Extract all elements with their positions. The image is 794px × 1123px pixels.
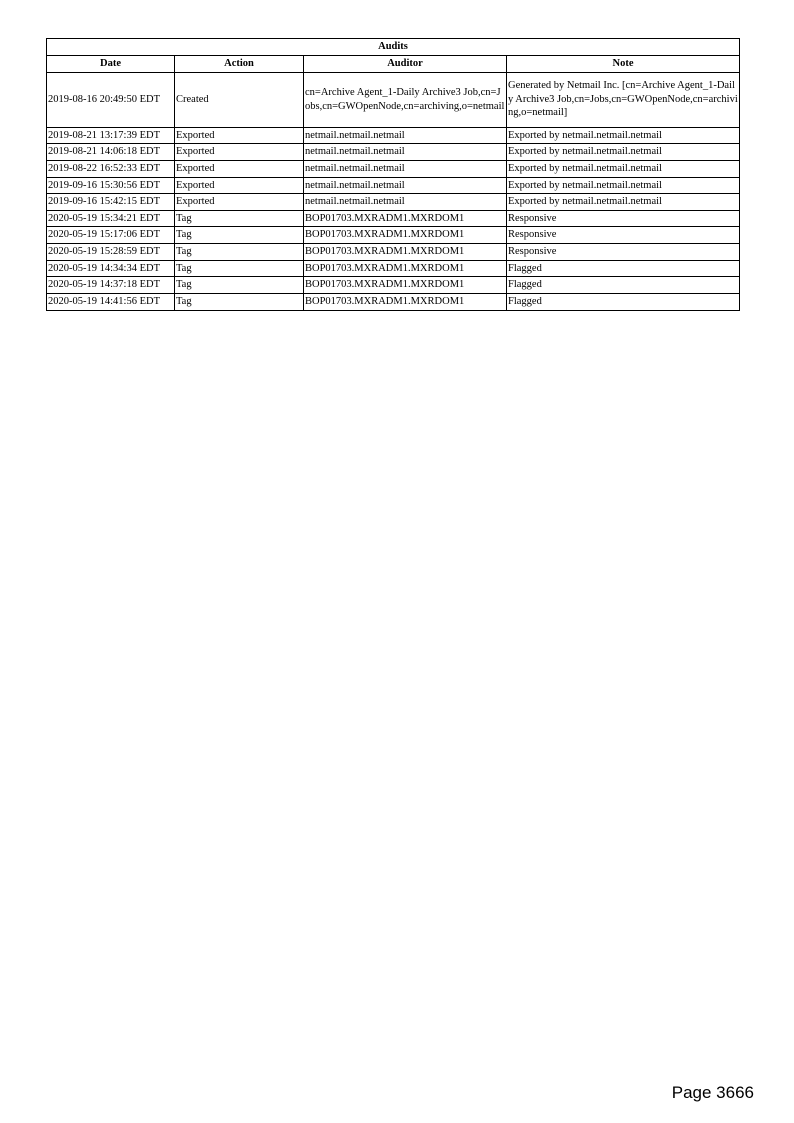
table-row (47, 260, 740, 277)
cell-date: 2020-05-19 15:34:21 EDT (47, 210, 175, 227)
table-row (47, 160, 740, 177)
table-title-row (47, 39, 740, 56)
cell-auditor: netmail.netmail.netmail (304, 194, 507, 211)
table-row (47, 277, 740, 294)
cell-date: 2020-05-19 15:28:59 EDT (47, 244, 175, 261)
cell-auditor: cn=Archive Agent_1-Daily Archive3 Job,cn=Jobs,cn=GWOpenNode,cn=archiving,o=netmail (304, 72, 507, 127)
cell-auditor: netmail.netmail.netmail (304, 144, 507, 161)
cell-note: Exported by netmail.netmail.netmail (507, 160, 740, 177)
cell-date: 2020-05-19 14:37:18 EDT (47, 277, 175, 294)
cell-action: Tag (175, 277, 304, 294)
cell-action: Tag (175, 260, 304, 277)
cell-auditor: BOP01703.MXRADM1.MXRDOM1 (304, 277, 507, 294)
cell-date: 2019-08-22 16:52:33 EDT (47, 160, 175, 177)
cell-date: 2020-05-19 14:41:56 EDT (47, 294, 175, 311)
cell-auditor: netmail.netmail.netmail (304, 160, 507, 177)
cell-date: 2019-09-16 15:30:56 EDT (47, 177, 175, 194)
cell-action: Exported (175, 194, 304, 211)
table-header-row (47, 56, 740, 73)
cell-auditor: BOP01703.MXRADM1.MXRDOM1 (304, 210, 507, 227)
table-row (47, 177, 740, 194)
table-row (47, 244, 740, 261)
audits-table (46, 38, 740, 311)
cell-note: Exported by netmail.netmail.netmail (507, 127, 740, 144)
cell-date: 2019-08-21 14:06:18 EDT (47, 144, 175, 161)
cell-action: Tag (175, 294, 304, 311)
cell-action: Exported (175, 160, 304, 177)
cell-auditor: BOP01703.MXRADM1.MXRDOM1 (304, 260, 507, 277)
cell-note: Exported by netmail.netmail.netmail (507, 144, 740, 161)
cell-note: Flagged (507, 277, 740, 294)
cell-action: Tag (175, 244, 304, 261)
cell-note: Responsive (507, 227, 740, 244)
cell-action: Exported (175, 177, 304, 194)
cell-action: Created (175, 72, 304, 127)
cell-date: 2020-05-19 14:34:34 EDT (47, 260, 175, 277)
cell-note: Flagged (507, 294, 740, 311)
table-title: Audits (47, 39, 740, 56)
cell-auditor: netmail.netmail.netmail (304, 127, 507, 144)
table-row (47, 210, 740, 227)
cell-auditor: BOP01703.MXRADM1.MXRDOM1 (304, 294, 507, 311)
cell-date: 2019-09-16 15:42:15 EDT (47, 194, 175, 211)
cell-note: Generated by Netmail Inc. [cn=Archive Agent_1-Daily Archive3 Job,cn=Jobs,cn=GWOpenNode,cn=archiving,o=netmail] (507, 72, 740, 127)
cell-date: 2019-08-21 13:17:39 EDT (47, 127, 175, 144)
cell-note: Responsive (507, 244, 740, 261)
cell-auditor: BOP01703.MXRADM1.MXRDOM1 (304, 227, 507, 244)
table-row (47, 227, 740, 244)
cell-auditor: BOP01703.MXRADM1.MXRDOM1 (304, 244, 507, 261)
table-row (47, 194, 740, 211)
column-header-action: Action (175, 56, 304, 73)
table-row (47, 127, 740, 144)
column-header-auditor: Auditor (304, 56, 507, 73)
cell-action: Tag (175, 210, 304, 227)
column-header-date: Date (47, 56, 175, 73)
cell-note: Flagged (507, 260, 740, 277)
cell-auditor: netmail.netmail.netmail (304, 177, 507, 194)
page-number: Page 3666 (671, 1083, 754, 1102)
table-body (47, 72, 740, 310)
column-header-note: Note (507, 56, 740, 73)
cell-date: 2019-08-16 20:49:50 EDT (47, 72, 175, 127)
cell-action: Tag (175, 227, 304, 244)
table-row (47, 144, 740, 161)
cell-action: Exported (175, 127, 304, 144)
table-row (47, 294, 740, 311)
cell-note: Exported by netmail.netmail.netmail (507, 177, 740, 194)
cell-date: 2020-05-19 15:17:06 EDT (47, 227, 175, 244)
cell-note: Responsive (507, 210, 740, 227)
table-row (47, 72, 740, 127)
cell-action: Exported (175, 144, 304, 161)
cell-note: Exported by netmail.netmail.netmail (507, 194, 740, 211)
